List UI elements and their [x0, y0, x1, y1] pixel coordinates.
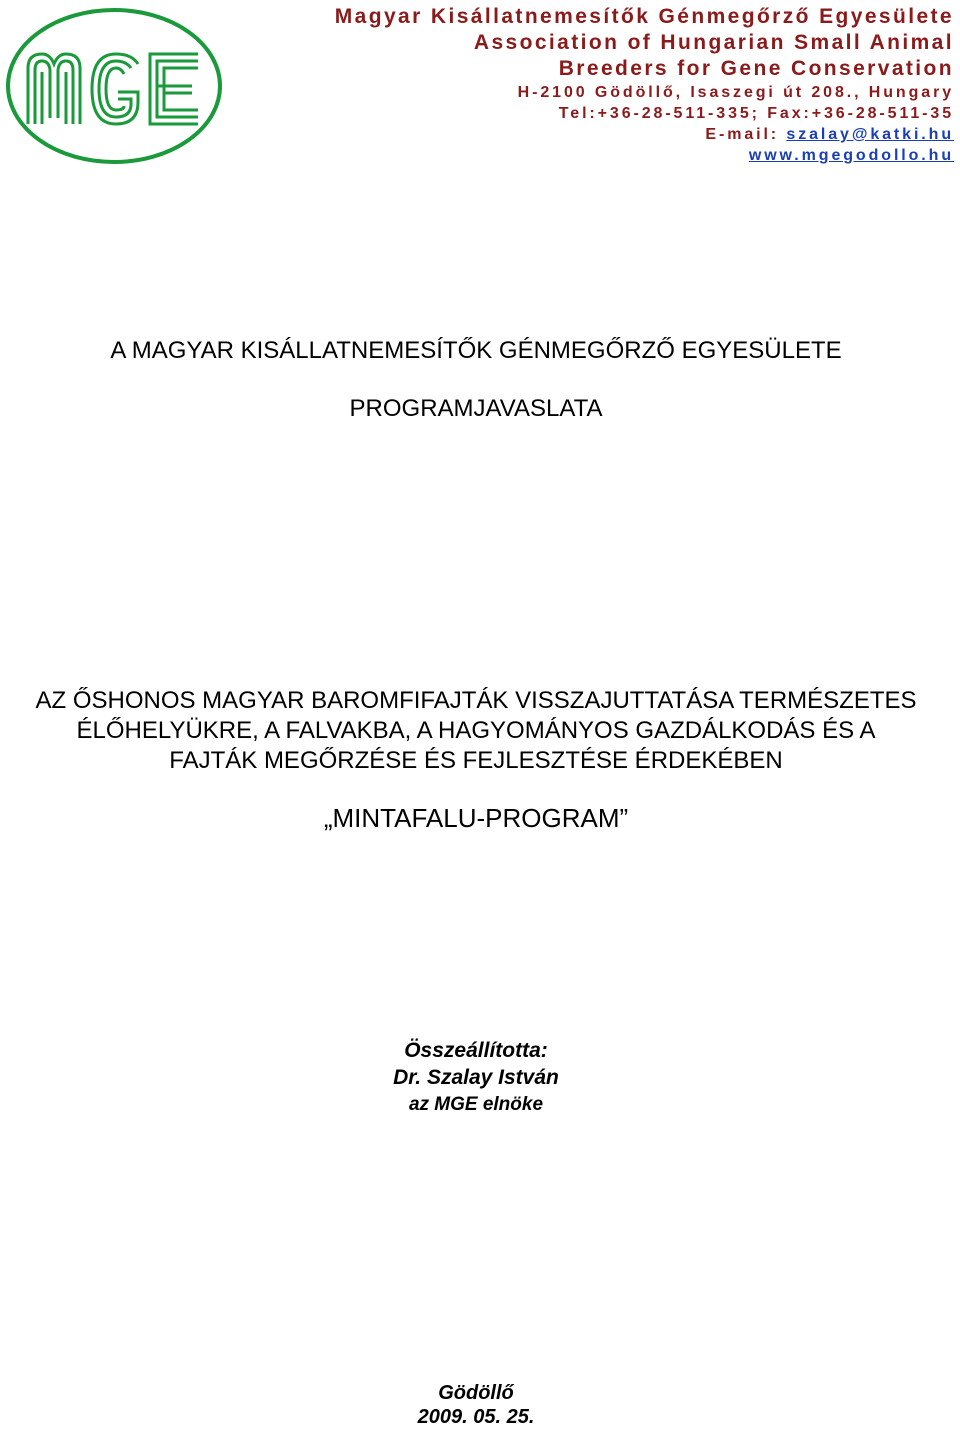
compiler-name: Dr. Szalay István: [393, 1066, 559, 1089]
footer-date: 2009. 05. 25.: [417, 1406, 535, 1428]
footer-block: [0, 1381, 952, 1429]
org-phone-fax: Tel:+36-28-511-335; Fax:+36-28-511-35: [558, 105, 954, 122]
organization-header: [234, 4, 954, 166]
subtitle-line1: AZ ŐSHONOS MAGYAR BAROMFIFAJTÁK VISSZAJUTTATÁSA TERMÉSZETES: [35, 687, 917, 714]
subtitle-line3: FAJTÁK MEGŐRZÉSE ÉS FEJLESZTÉSE ÉRDEKÉBEN: [169, 747, 783, 774]
email-link[interactable]: szalay@katki.hu: [786, 126, 954, 143]
mge-logo: [4, 6, 224, 166]
subtitle-line2: ÉLŐHELYÜKRE, A FALVAKBA, A HAGYOMÁNYOS GAZDÁLKODÁS ÉS A: [76, 717, 876, 744]
document-title-line1: A MAGYAR KISÁLLATNEMESÍTŐK GÉNMEGŐRZŐ EGYESÜLETE: [110, 337, 842, 364]
compiler-label: Összeállította:: [404, 1039, 548, 1062]
program-name: „MINTAFALU-PROGRAM”: [323, 803, 629, 833]
org-address: H-2100 Gödöllő, Isaszegi út 208., Hungary: [517, 84, 954, 101]
org-name-hungarian: Magyar Kisállatnemesítők Génmegőrző Egyesülete: [334, 5, 954, 28]
document-title-line2: PROGRAMJAVASLATA: [349, 395, 603, 422]
org-name-english-line2: Breeders for Gene Conservation: [558, 57, 954, 80]
email-label: E-mail:: [705, 126, 787, 143]
org-email-line: [234, 124, 954, 145]
compiler-role: az MGE elnöke: [408, 1094, 544, 1115]
document-subtitle: [0, 686, 952, 776]
compiler-block: [0, 1037, 952, 1118]
website-link[interactable]: www.mgegodollo.hu: [748, 147, 954, 164]
org-website-line: [234, 145, 954, 166]
footer-place: Gödöllő: [438, 1382, 514, 1404]
org-name-english-line1: Association of Hungarian Small Animal: [473, 31, 954, 54]
